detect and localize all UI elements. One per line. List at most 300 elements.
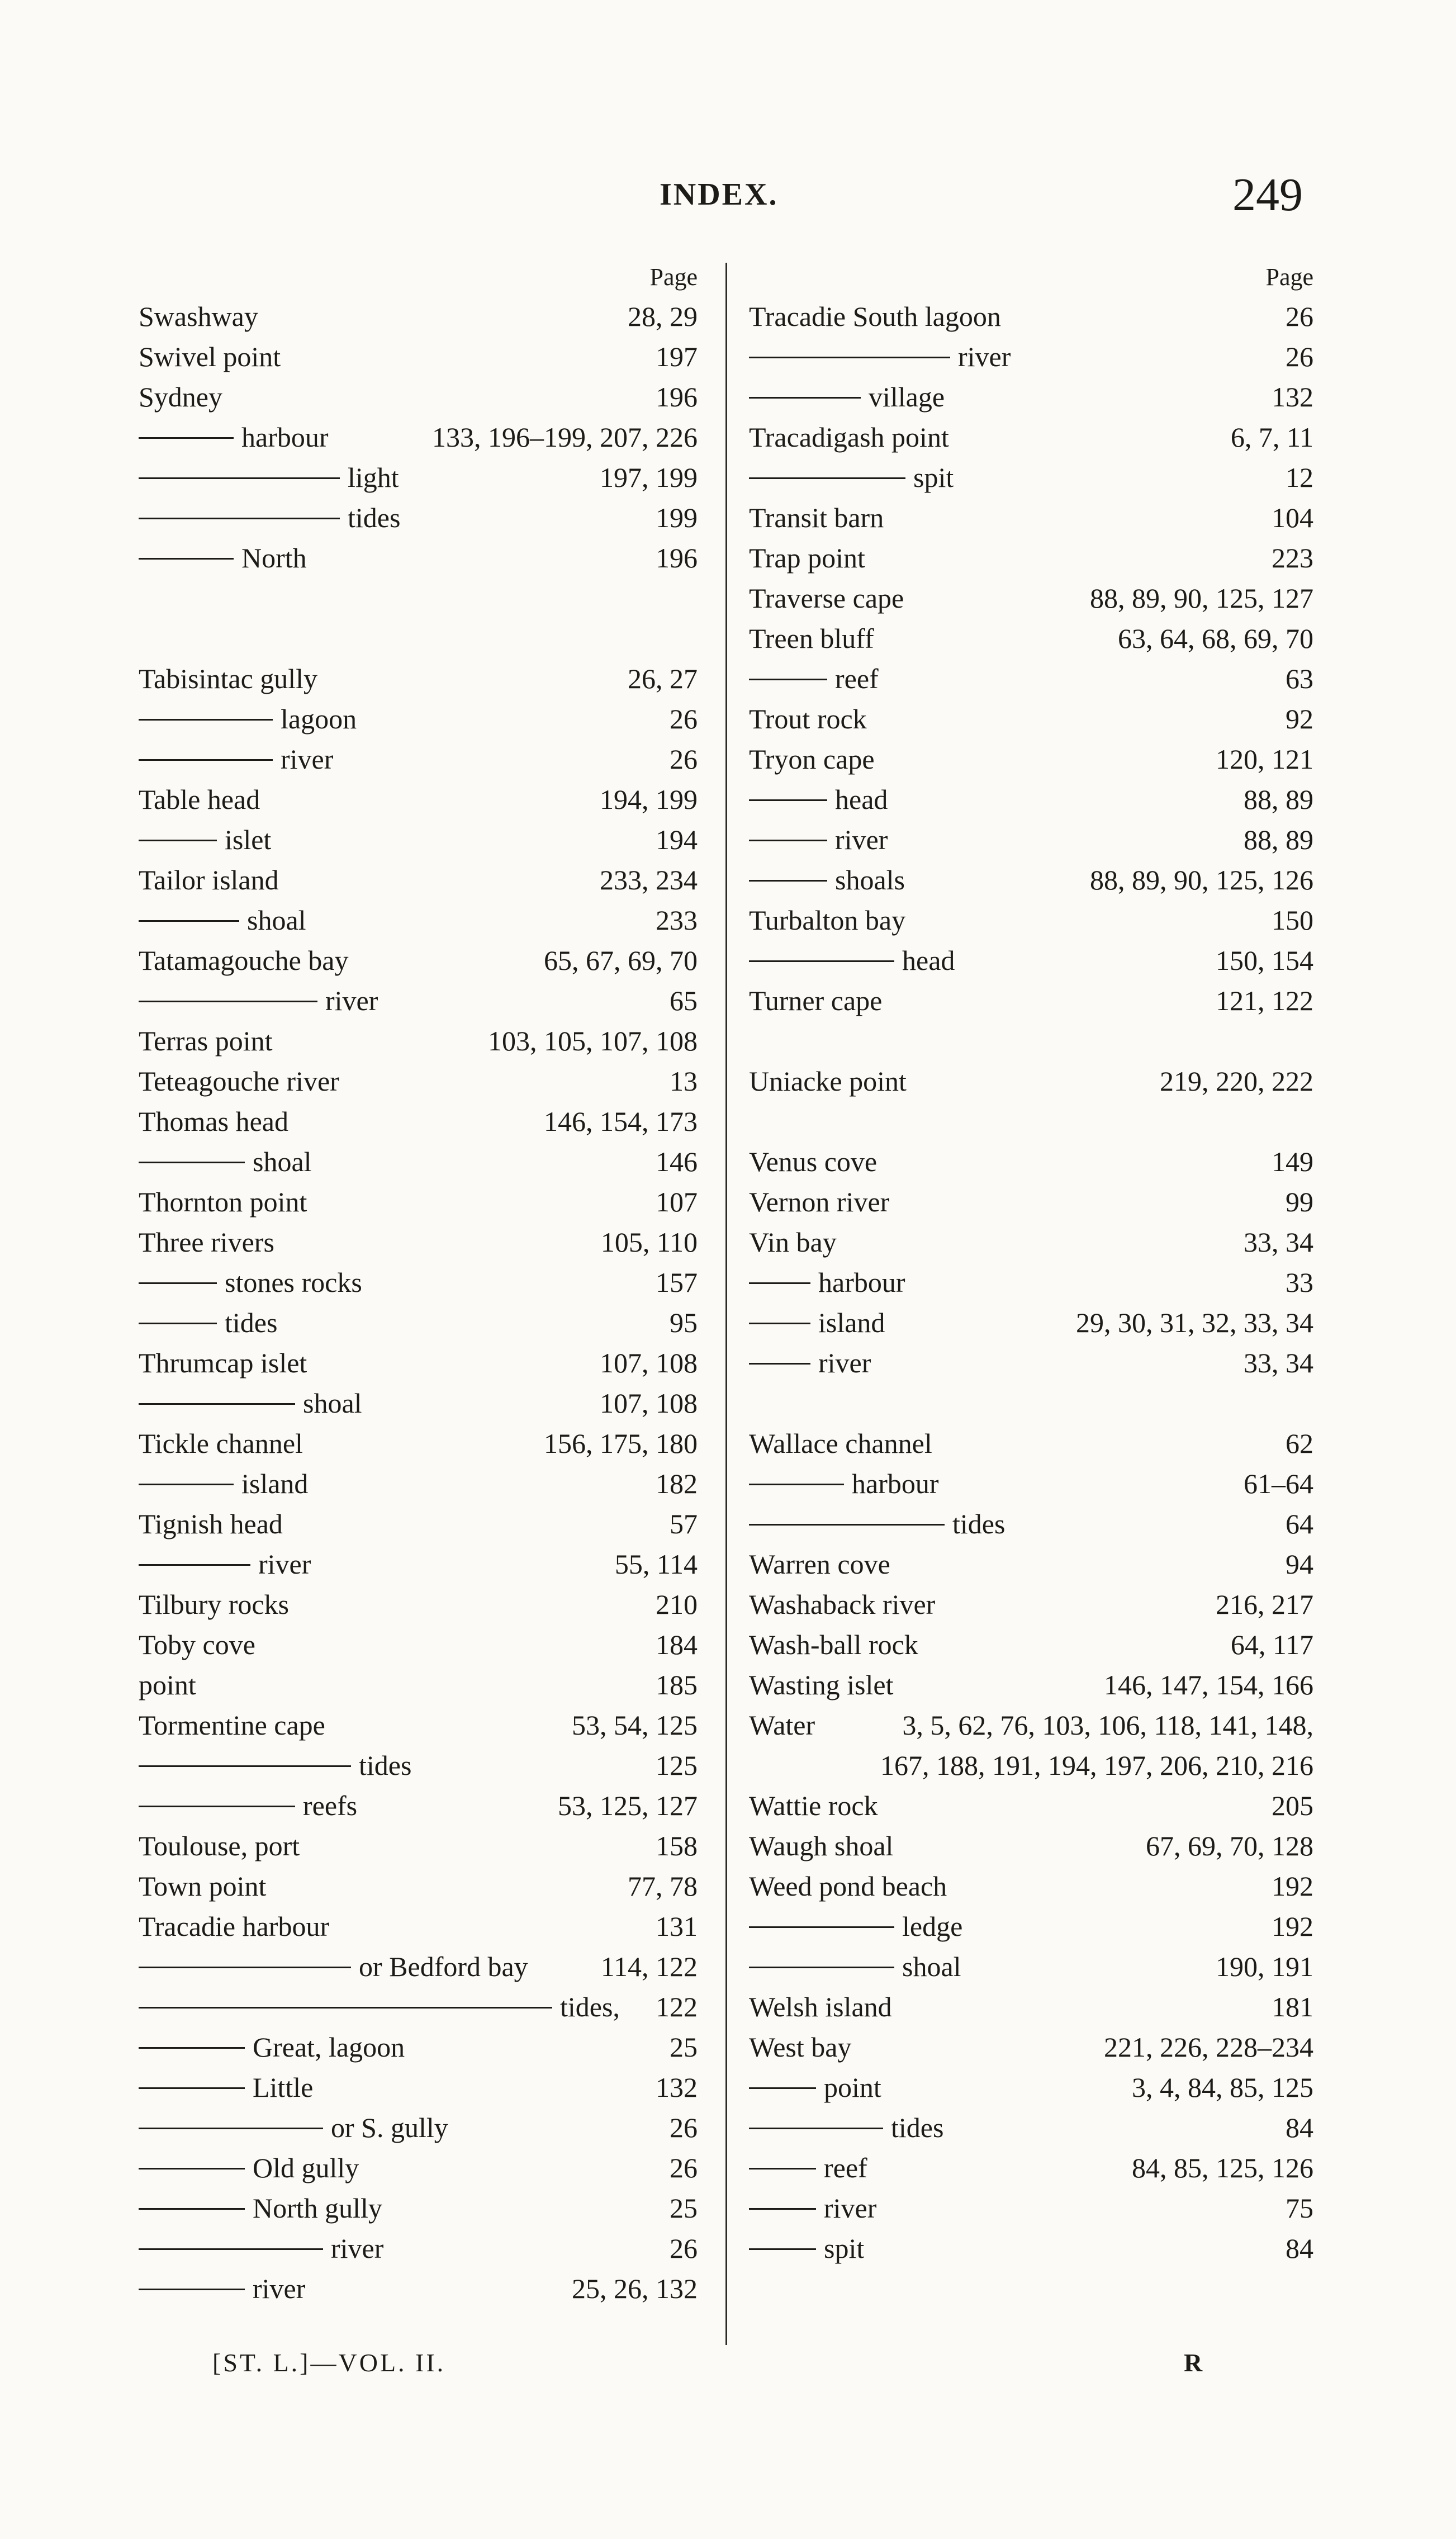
entry-term <box>139 538 307 578</box>
index-entry <box>749 1343 1313 1383</box>
ditto-dash <box>139 1403 295 1405</box>
entry-term-text: or S. gully <box>331 2112 448 2143</box>
index-entry <box>139 1182 698 1222</box>
entry-pages: 26 <box>670 2112 698 2143</box>
entry-pages: 196 <box>656 542 698 574</box>
entry-term-text: tides <box>891 2112 944 2143</box>
entry-term <box>749 659 879 699</box>
entry-pages: 167, 188, 191, 194, 197, 206, 210, 216 <box>880 1750 1313 1781</box>
entry-term <box>139 1021 272 1061</box>
entry-term <box>139 739 333 779</box>
entry-pages: 28, 29 <box>628 301 698 332</box>
ditto-dash <box>749 477 905 479</box>
ditto-dash <box>749 1484 844 1485</box>
entry-term-text: Uniacke point <box>749 1065 907 1097</box>
page-column-heading: Page <box>1265 263 1313 291</box>
entry-term <box>749 980 882 1021</box>
entry-term <box>749 618 874 659</box>
entry-term-text: North gully <box>253 2192 382 2224</box>
index-entry <box>749 1262 1313 1302</box>
ditto-dash <box>749 2087 816 2089</box>
entry-term <box>749 1946 961 1987</box>
entry-pages: 192 <box>1272 1911 1313 1942</box>
ditto-dash <box>749 397 861 399</box>
index-entry <box>749 498 1313 538</box>
index-entry <box>749 1222 1313 1262</box>
index-entry <box>139 1343 698 1383</box>
index-entry <box>749 1504 1313 1544</box>
entry-pages: 223 <box>1272 542 1313 574</box>
index-entry <box>139 377 698 417</box>
entry-term <box>139 900 306 940</box>
index-entry <box>139 1101 698 1141</box>
index-entry <box>139 2268 698 2309</box>
entry-pages: 33, 34 <box>1244 1226 1313 1258</box>
ditto-dash <box>749 1524 945 1526</box>
ditto-dash <box>749 357 950 358</box>
ditto-dash <box>139 2047 245 2049</box>
entry-pages: 157 <box>656 1267 698 1298</box>
index-entry <box>749 739 1313 779</box>
index-entry <box>749 940 1313 980</box>
entry-pages: 132 <box>1272 381 1313 413</box>
entry-term-text: island <box>818 1307 885 1338</box>
entry-term <box>139 1866 266 1906</box>
entry-term <box>749 1182 889 1222</box>
entry-pages: 104 <box>1272 502 1313 533</box>
entry-term <box>139 699 357 739</box>
entry-term <box>139 820 271 860</box>
entry-pages: 197 <box>656 341 698 372</box>
entry-pages: 184 <box>656 1629 698 1660</box>
entry-pages: 121, 122 <box>1216 985 1313 1016</box>
ditto-dash <box>749 2168 816 2169</box>
index-entry <box>139 1584 698 1624</box>
index-entry <box>139 1826 698 1866</box>
entry-term-text: river <box>958 341 1011 372</box>
entry-term <box>139 2188 382 2228</box>
index-entry <box>139 860 698 900</box>
entry-term <box>139 1343 307 1383</box>
entry-pages: 107 <box>656 1186 698 1218</box>
entry-term <box>139 1785 357 1826</box>
entry-term-text: Tilbury rocks <box>139 1589 290 1620</box>
entry-pages: 25, 26, 132 <box>572 2273 698 2304</box>
ditto-dash <box>139 437 234 439</box>
entry-term <box>139 377 222 417</box>
entry-term <box>749 296 1001 337</box>
entry-term-text: Trout rock <box>749 703 867 735</box>
ditto-dash <box>139 920 239 922</box>
entry-term <box>139 2027 405 2067</box>
ditto-dash <box>139 1162 245 1163</box>
entry-term <box>749 578 904 618</box>
entry-pages: 132 <box>656 2072 698 2103</box>
index-entry <box>139 2067 698 2107</box>
ditto-dash <box>139 1484 234 1485</box>
entry-term-text: Table head <box>139 784 260 815</box>
entry-pages: 99 <box>1286 1186 1313 1218</box>
entry-pages: 25 <box>670 2192 698 2224</box>
entry-term-text: Vernon river <box>749 1186 890 1218</box>
entry-pages: 107, 108 <box>600 1347 698 1379</box>
page-header <box>0 168 1456 224</box>
entry-term <box>749 1463 939 1504</box>
entry-pages: 194 <box>656 824 698 855</box>
index-entry <box>749 1141 1313 1182</box>
index-entry <box>139 739 698 779</box>
ditto-dash <box>749 679 827 680</box>
index-entry <box>139 1785 698 1826</box>
entry-pages: 94 <box>1286 1548 1313 1580</box>
entry-pages: 150, 154 <box>1216 945 1313 976</box>
entry-pages: 216, 217 <box>1216 1589 1313 1620</box>
entry-term <box>749 1665 893 1705</box>
ditto-dash <box>139 1765 351 1767</box>
ditto-dash <box>139 2289 245 2290</box>
entry-term-text: shoal <box>247 904 306 936</box>
entry-term <box>139 1141 312 1182</box>
entry-pages: 219, 220, 222 <box>1160 1065 1313 1097</box>
entry-term <box>139 2148 359 2188</box>
entry-term-text: Swivel point <box>139 341 281 372</box>
entry-pages: 26 <box>1286 341 1313 372</box>
entry-pages: 64, 117 <box>1230 1629 1313 1660</box>
ditto-dash <box>749 2248 816 2250</box>
entry-term-text: Tatamagouche bay <box>139 945 349 976</box>
entry-term <box>749 1061 907 1101</box>
entry-term <box>139 779 260 820</box>
ditto-dash <box>139 1001 317 1002</box>
right-entry-list <box>749 296 1313 2268</box>
index-entry <box>749 1987 1313 2027</box>
ditto-dash <box>139 2168 245 2169</box>
index-entry <box>139 1021 698 1061</box>
entry-term <box>139 1302 277 1343</box>
entry-term-text: Vin bay <box>749 1226 837 1258</box>
entry-term <box>749 1826 893 1866</box>
entry-term-text: Sydney <box>139 381 222 413</box>
entry-term-text: reefs <box>303 1790 358 1821</box>
index-entry <box>139 1745 698 1785</box>
entry-term-text: Tormentine cape <box>139 1709 325 1741</box>
index-entry <box>139 1383 698 1423</box>
ditto-dash <box>749 2208 816 2210</box>
index-entry <box>139 940 698 980</box>
entry-pages: 61–64 <box>1244 1468 1313 1499</box>
entry-term <box>749 2027 851 2067</box>
entry-pages: 26 <box>670 743 698 775</box>
entry-term <box>749 699 867 739</box>
ditto-dash <box>139 2208 245 2210</box>
gathering-letter: R <box>1184 2348 1203 2377</box>
entry-term <box>749 2107 943 2148</box>
index-entry <box>139 2027 698 2067</box>
entry-term-text: Tracadie harbour <box>139 1911 330 1942</box>
entry-term-text: Tryon cape <box>749 743 875 775</box>
entry-pages: 181 <box>1272 1991 1313 2022</box>
entry-term-text: Town point <box>139 1870 267 1902</box>
entry-term <box>139 2067 313 2107</box>
entry-term <box>139 1987 620 2027</box>
entry-term <box>139 860 279 900</box>
entry-term-text: ledge <box>902 1911 963 1942</box>
index-entry <box>139 1061 698 1101</box>
index-entry <box>139 1866 698 1906</box>
entry-term <box>139 498 400 538</box>
index-entry <box>139 980 698 1021</box>
entry-pages: 65, 67, 69, 70 <box>544 945 698 976</box>
ditto-dash <box>139 1564 250 1566</box>
entry-term-text: tides <box>952 1508 1006 1539</box>
entry-term-text: spit <box>913 462 954 493</box>
entry-term <box>139 457 399 498</box>
entry-term-text: Tracadie South lagoon <box>749 301 1001 332</box>
entry-pages: 233 <box>656 904 698 936</box>
entry-pages: 75 <box>1286 2192 1313 2224</box>
entry-term-text: Welsh island <box>749 1991 892 2022</box>
entry-term-text: Traverse cape <box>749 582 904 614</box>
entry-term-text: Toulouse, port <box>139 1830 300 1861</box>
index-entry <box>139 1262 698 1302</box>
index-entry <box>749 860 1313 900</box>
index-entry <box>139 457 698 498</box>
entry-term <box>749 2228 864 2268</box>
entry-term-text: lagoon <box>281 703 357 735</box>
index-entry <box>139 1987 698 2027</box>
entry-term <box>139 1383 362 1423</box>
entry-pages: 221, 226, 228–234 <box>1104 2031 1313 2063</box>
entry-term <box>749 2148 867 2188</box>
ditto-dash <box>139 2087 245 2089</box>
index-entry <box>749 980 1313 1021</box>
entry-term <box>139 2268 305 2309</box>
index-title: INDEX. <box>660 177 779 212</box>
entry-term-text: Wash-ball rock <box>749 1629 918 1660</box>
ditto-dash <box>139 2007 552 2009</box>
entry-term <box>749 457 954 498</box>
entry-pages: 210 <box>656 1589 698 1620</box>
index-entry <box>749 1785 1313 1826</box>
entry-term <box>749 779 888 820</box>
index-entry <box>749 2188 1313 2228</box>
entry-term-text: Swashway <box>139 301 258 332</box>
entry-term <box>139 2228 383 2268</box>
entry-pages: 3, 4, 84, 85, 125 <box>1132 2072 1313 2103</box>
ditto-dash <box>749 2128 883 2129</box>
entry-term <box>139 1584 289 1624</box>
entry-pages: 120, 121 <box>1216 743 1313 775</box>
entry-term-text: North <box>241 542 307 574</box>
ditto-dash <box>749 1323 810 1324</box>
entry-term <box>139 1463 308 1504</box>
entry-term-text: shoal <box>902 1951 961 1982</box>
entry-pages: 199 <box>656 502 698 533</box>
index-entry <box>139 2148 698 2188</box>
entry-term-text: point <box>139 1669 196 1700</box>
entry-term-text: stones rocks <box>225 1267 362 1298</box>
entry-term <box>139 1665 196 1705</box>
entry-term-text: Thrumcap islet <box>139 1347 307 1379</box>
entry-pages: 55, 114 <box>614 1548 698 1580</box>
index-entry <box>139 1423 698 1463</box>
ditto-dash <box>749 840 827 841</box>
ditto-dash <box>139 1806 295 1807</box>
entry-term-text: spit <box>824 2233 865 2264</box>
ditto-dash <box>139 1323 217 1324</box>
index-entry <box>139 1302 698 1343</box>
entry-pages: 182 <box>656 1468 698 1499</box>
index-entry <box>749 1826 1313 1866</box>
entry-term-text: or Bedford bay <box>359 1951 528 1982</box>
entry-term-text: river <box>258 1548 311 1580</box>
index-entry <box>139 1544 698 1584</box>
entry-term-text: village <box>869 381 945 413</box>
entry-pages: 53, 125, 127 <box>558 1790 698 1821</box>
entry-pages: 88, 89, 90, 125, 127 <box>1090 582 1313 614</box>
entry-pages: 190, 191 <box>1216 1951 1313 1982</box>
entry-pages: 107, 108 <box>600 1387 698 1419</box>
entry-term <box>749 1906 962 1946</box>
index-entry <box>749 1624 1313 1665</box>
entry-pages: 67, 69, 70, 128 <box>1146 1830 1313 1861</box>
entry-term <box>749 1624 918 1665</box>
entry-term-text: Washaback river <box>749 1589 936 1620</box>
entry-pages: 65 <box>670 985 698 1016</box>
entry-term <box>749 1343 871 1383</box>
entry-pages: 150 <box>1272 904 1313 936</box>
entry-term-text: Transit barn <box>749 502 884 533</box>
entry-term-text: harbour <box>241 421 329 453</box>
ditto-dash <box>139 2128 323 2129</box>
index-entry <box>139 618 698 659</box>
index-entry <box>749 1745 1313 1785</box>
index-entry <box>749 337 1313 377</box>
index-entry <box>139 1705 698 1745</box>
index-entry <box>749 1705 1313 1745</box>
index-entry <box>139 1624 698 1665</box>
entry-term-text: Tickle channel <box>139 1428 303 1459</box>
entry-term <box>139 1222 274 1262</box>
ditto-dash <box>749 1363 810 1365</box>
entry-pages: 77, 78 <box>628 1870 698 1902</box>
entry-term <box>749 860 905 900</box>
entry-term-text: head <box>902 945 955 976</box>
entry-term-text: river <box>835 824 888 855</box>
entry-term-text: Terras point <box>139 1025 273 1057</box>
entry-term-text: Three rivers <box>139 1226 274 1258</box>
entry-term-text: Tailor island <box>139 864 279 896</box>
page-column-heading: Page <box>649 263 698 291</box>
entry-term <box>749 1705 815 1745</box>
entry-term-text: river <box>331 2233 384 2264</box>
entry-pages: 63 <box>1286 663 1313 694</box>
ditto-dash <box>139 719 273 721</box>
index-entry <box>139 1504 698 1544</box>
index-entry <box>139 578 698 618</box>
entry-pages: 26 <box>1286 301 1313 332</box>
index-entry <box>749 2148 1313 2188</box>
entry-pages: 88, 89 <box>1244 784 1313 815</box>
entry-term <box>139 296 258 337</box>
entry-term-text: Treen bluff <box>749 623 874 654</box>
index-entry <box>749 417 1313 457</box>
index-entry <box>749 1423 1313 1463</box>
entry-term <box>749 538 865 578</box>
entry-term-text: Tabisintac gully <box>139 663 318 694</box>
entry-term <box>139 1705 325 1745</box>
entry-term-text: Trap point <box>749 542 865 574</box>
ditto-dash <box>749 799 827 801</box>
entry-pages: 122 <box>656 1991 698 2022</box>
entry-term <box>139 980 378 1021</box>
index-entry <box>749 1182 1313 1222</box>
index-entry <box>139 2228 698 2268</box>
index-entry <box>749 538 1313 578</box>
entry-pages: 146 <box>656 1146 698 1177</box>
index-entry <box>139 1222 698 1262</box>
entry-pages: 149 <box>1272 1146 1313 1177</box>
entry-pages: 26 <box>670 2233 698 2264</box>
entry-pages: 158 <box>656 1830 698 1861</box>
entry-term-text: Toby cove <box>139 1629 255 1660</box>
index-entry <box>139 538 698 578</box>
entry-pages: 84 <box>1286 2112 1313 2143</box>
entry-term <box>139 1745 411 1785</box>
entry-term-text: river <box>325 985 378 1016</box>
entry-term-text: river <box>253 2273 306 2304</box>
index-entry <box>749 2107 1313 2148</box>
entry-term-text: Turner cape <box>749 985 883 1016</box>
index-entry <box>139 820 698 860</box>
entry-term <box>139 1182 307 1222</box>
index-entry <box>749 820 1313 860</box>
page-footer <box>0 2348 1456 2393</box>
index-entry <box>139 659 698 699</box>
entry-pages: 205 <box>1272 1790 1313 1821</box>
entry-term-text: shoal <box>303 1387 362 1419</box>
entry-term <box>749 2188 876 2228</box>
column-divider <box>725 263 727 2345</box>
entry-term-text: Little <box>253 2072 314 2103</box>
index-entry <box>749 296 1313 337</box>
entry-term-text: light <box>348 462 399 493</box>
entry-term-text: shoal <box>253 1146 312 1177</box>
index-entry <box>749 779 1313 820</box>
entry-term-text: reef <box>824 2152 867 2183</box>
index-entry <box>749 377 1313 417</box>
entry-term-text: Thomas head <box>139 1106 288 1137</box>
entry-term-text: Tracadigash point <box>749 421 949 453</box>
entry-term-text: Teteagouche river <box>139 1065 339 1097</box>
entry-pages: 194, 199 <box>600 784 698 815</box>
index-entry <box>749 659 1313 699</box>
entry-pages: 63, 64, 68, 69, 70 <box>1118 623 1313 654</box>
entry-term <box>749 337 1011 377</box>
entry-term <box>749 1302 885 1343</box>
entry-term <box>139 417 329 457</box>
entry-pages: 53, 54, 125 <box>572 1709 698 1741</box>
entry-pages: 146, 154, 173 <box>544 1106 698 1137</box>
index-entry <box>749 1101 1313 1141</box>
entry-term <box>749 940 955 980</box>
index-entry <box>749 618 1313 659</box>
entry-term <box>749 1141 877 1182</box>
entry-term <box>139 1946 528 1987</box>
entry-term <box>139 1423 303 1463</box>
index-entry <box>139 1906 698 1946</box>
entry-term-text: Great, lagoon <box>253 2031 405 2063</box>
